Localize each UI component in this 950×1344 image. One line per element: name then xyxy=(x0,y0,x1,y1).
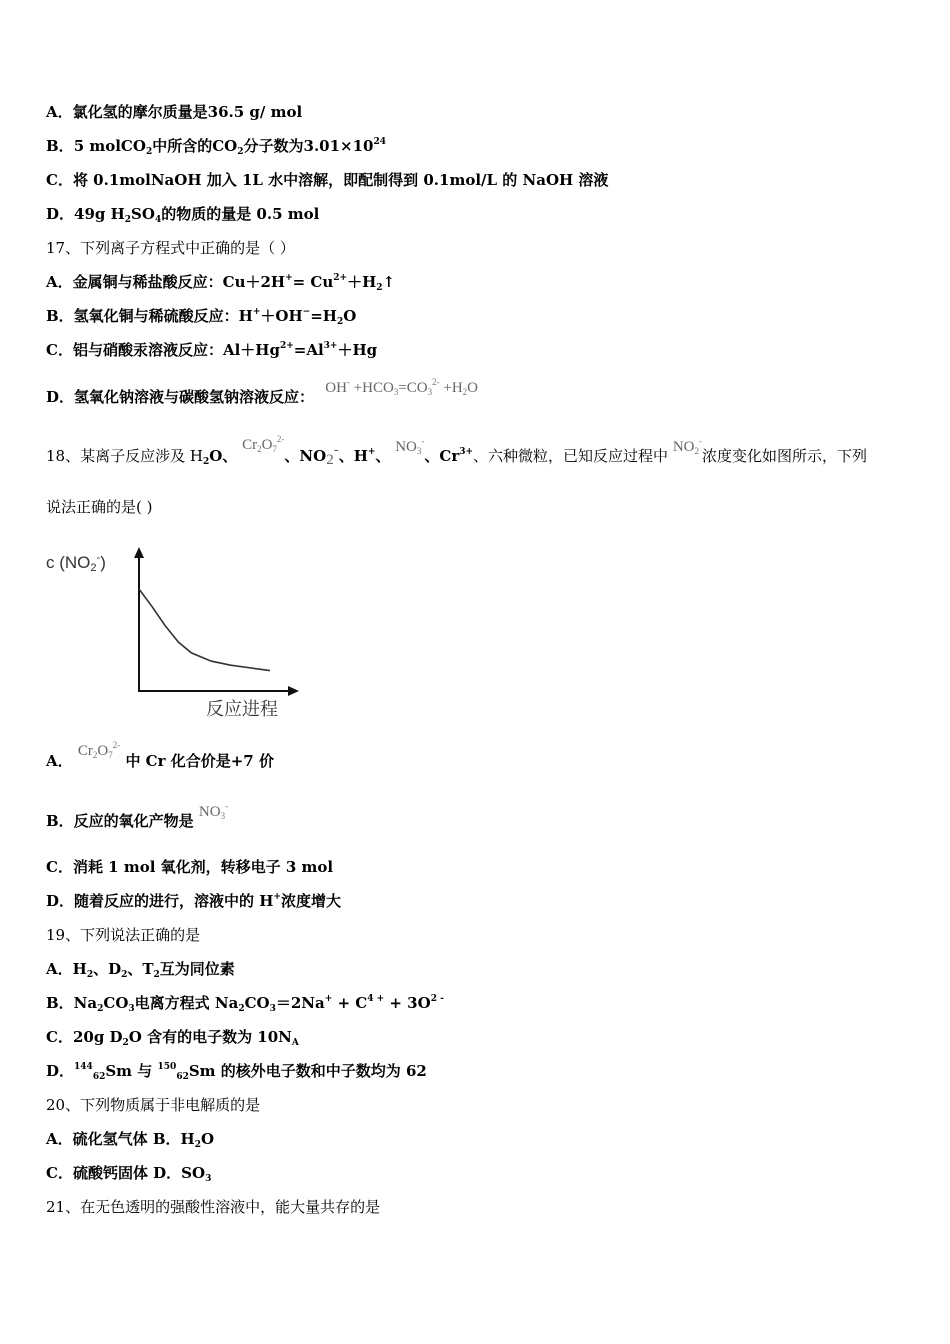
sub: A xyxy=(291,1038,299,1048)
q16-option-b xyxy=(46,136,386,156)
nitrate-formula xyxy=(395,436,425,456)
sub: 2 xyxy=(376,283,383,293)
q17-stem xyxy=(46,238,295,258)
q19-option-a xyxy=(46,959,235,979)
q19-b-text: CO xyxy=(244,994,270,1012)
sup: 2- xyxy=(432,377,440,387)
q19-option-d xyxy=(46,1061,427,1081)
q19-b-text: CO xyxy=(103,994,129,1012)
q19-option-b xyxy=(46,993,444,1013)
q18-option-d xyxy=(46,891,341,911)
sup: 2+ xyxy=(279,341,294,351)
q17-c-text: =Al xyxy=(293,341,324,359)
sup: + xyxy=(273,892,281,902)
sub: 3 xyxy=(427,387,433,397)
y-label-text: c (NO xyxy=(46,553,91,572)
arrow-up-icon: ↑ xyxy=(382,273,396,291)
sub: 3 xyxy=(416,446,422,456)
q17-b-text: O xyxy=(343,307,357,325)
dichromate-formula xyxy=(242,434,285,454)
sub: 2 xyxy=(238,1004,245,1014)
q16-d-text: SO xyxy=(131,205,155,223)
q17-option-a xyxy=(46,272,395,292)
q16-d-text: 的物质的量是 0.5 mol xyxy=(161,205,320,223)
q16-b-text: 3.01×10 xyxy=(303,137,374,155)
q18-stem-line1 xyxy=(46,434,868,468)
q18-stem-text: 18、某离子反应涉及 H xyxy=(46,447,203,465)
q19-d-label: D． xyxy=(46,1062,75,1080)
q16-option-a xyxy=(46,102,302,122)
q20-ab-text: O xyxy=(200,1130,215,1148)
q18-stem-line2 xyxy=(46,497,152,517)
q17-d-formula xyxy=(325,377,478,397)
q19-stem xyxy=(46,925,200,945)
q18-option-a xyxy=(46,740,274,772)
q17-a-text: A．金属铜与稀盐酸反应：Cu＋2H xyxy=(46,273,286,291)
q19-option-c xyxy=(46,1027,299,1047)
q18-d-text: D．随着反应的进行，溶液中的 H xyxy=(46,892,274,910)
q18-stem-text: O、 xyxy=(209,447,238,465)
q16-d-text: D．49g H xyxy=(46,205,125,223)
sup: - xyxy=(421,436,425,446)
sub: 2 xyxy=(121,970,128,980)
sup: 150 xyxy=(157,1062,177,1072)
q17-c-text: ＋Hg xyxy=(337,341,378,359)
q19-a-text: A．H xyxy=(46,960,87,978)
q18-a-label: A． xyxy=(46,752,73,770)
sub: 2 xyxy=(462,387,468,397)
q16-b-text: 5 molCO xyxy=(73,137,146,155)
y-axis-arrow-icon xyxy=(134,547,144,558)
q17-b-text: =H xyxy=(310,307,337,325)
sub: 62 xyxy=(92,1072,106,1082)
q17-b-text: B．氢氧化铜与稀硫酸反应：H xyxy=(46,307,253,325)
sup: + xyxy=(252,307,261,317)
nitrate-formula xyxy=(198,801,229,821)
sup: 24 xyxy=(373,137,387,147)
q20-cd-text: C．硫酸钙固体 D．SO xyxy=(46,1164,206,1182)
sup: 3+ xyxy=(323,341,338,351)
q20-ab-text: A．硫化氢气体 B．H xyxy=(46,1130,195,1148)
sub: 2 xyxy=(326,452,334,468)
q18-option-c xyxy=(46,857,333,877)
sup: 3+ xyxy=(459,447,474,457)
q18-stem-text: 、H xyxy=(338,447,368,465)
sub: 3 xyxy=(205,1174,212,1184)
sup: 2+ xyxy=(333,273,348,283)
sup: 144 xyxy=(74,1062,93,1072)
q16-a-value: 36.5 g/ mol xyxy=(207,103,303,121)
sub: 3 xyxy=(269,1004,276,1014)
sub: 2 xyxy=(153,970,160,980)
q17-option-c xyxy=(46,340,377,360)
q18-stem-text: 说法正确的是( ) xyxy=(46,498,153,516)
q19-b-text: ＝2Na xyxy=(275,994,325,1012)
sub: 3 xyxy=(393,387,399,397)
q16-b-label: B． xyxy=(46,137,74,155)
sub: 2 xyxy=(202,457,210,467)
q16-option-d xyxy=(46,204,319,224)
sup: - xyxy=(699,436,703,446)
sup: + xyxy=(367,447,376,457)
q19-c-text: C．20g D xyxy=(46,1028,123,1046)
q18-stem-text: 、 xyxy=(375,447,391,465)
q16-b-text: 分子数为 xyxy=(243,137,304,155)
sub: 2 xyxy=(145,147,153,157)
q18-b-text: B．反应的氧化产物是 xyxy=(46,812,194,830)
q18-stem-text: 、六种微粒，已知反应过程中 xyxy=(473,447,669,465)
sub: 3 xyxy=(220,811,226,821)
sup: + xyxy=(324,994,333,1004)
formula-part: NO xyxy=(198,804,221,820)
dichromate-formula xyxy=(77,740,121,760)
q17-option-b xyxy=(46,306,356,326)
sup: - xyxy=(333,442,339,458)
sup: - xyxy=(346,377,350,387)
q17-b-text: ＋OH xyxy=(260,307,303,325)
q19-d-text: Sm 的核外电子数和中子数均为 62 xyxy=(188,1062,427,1080)
q19-a-text: 互为同位素 xyxy=(159,960,235,978)
q17-a-text: = Cu xyxy=(292,273,334,291)
q18-d-text: 浓度增大 xyxy=(280,892,341,910)
q20-options-cd xyxy=(46,1163,211,1183)
q17-a-text: ＋H xyxy=(347,273,377,291)
chart-x-label: 反应进程 xyxy=(206,699,278,720)
q19-d-text: Sm 与 xyxy=(105,1062,153,1080)
chart-y-label: c $(NO_2^-)$ xyxy=(46,552,106,574)
q18-stem-text: 、NO xyxy=(284,447,327,465)
q19-b-text: + C xyxy=(332,994,368,1012)
q18-option-b xyxy=(46,801,229,832)
q18-stem-text: 浓度变化如图所示，下列 xyxy=(702,447,868,465)
sub: 2 xyxy=(86,970,94,980)
q20-stem xyxy=(46,1095,260,1115)
q16-b-text: 中所含的 xyxy=(152,137,213,155)
q21-stem-text: 21、在无色透明的强酸性溶液中，能大量共存的是 xyxy=(46,1198,381,1216)
formula-part: =CO xyxy=(398,380,428,396)
series-line xyxy=(139,589,270,671)
q20-stem-text: 20、下列物质属于非电解质的是 xyxy=(46,1096,261,1114)
sub: 2 xyxy=(336,317,344,327)
sub: 2 xyxy=(90,562,97,574)
formula-part: O xyxy=(97,743,109,759)
sub: 2 xyxy=(122,1038,129,1048)
q16-option-c xyxy=(46,170,608,190)
sup: 2- xyxy=(276,434,285,444)
formula-part: NO xyxy=(672,439,695,455)
sub: 2 xyxy=(694,446,700,456)
q19-a-text: 、D xyxy=(93,960,122,978)
q16-b-text: CO xyxy=(212,137,238,155)
q19-b-text: B．Na xyxy=(46,994,98,1012)
sub: 2 xyxy=(257,444,262,454)
formula-part: Cr xyxy=(242,437,258,453)
sub: 7 xyxy=(272,444,277,454)
sub: 4 xyxy=(154,215,162,225)
q16-c-text: C．将 0.1molNaOH 加入 1L 水中溶解，即配制得到 0.1mol/L 的 NaOH 溶液 xyxy=(46,171,609,189)
formula-part: NO xyxy=(395,439,417,455)
sup: - xyxy=(225,801,229,811)
formula-part: OH xyxy=(325,380,347,396)
formula-part: O xyxy=(467,380,478,396)
sub: 2 xyxy=(124,215,132,225)
sup: - xyxy=(96,552,101,564)
q19-b-text: + 3O xyxy=(384,994,431,1012)
sub: 2 xyxy=(194,1140,201,1150)
sub: 2 xyxy=(97,1004,104,1014)
q17-c-text: C．铝与硝酸汞溶液反应：Al＋Hg xyxy=(46,341,280,359)
q17-option-d xyxy=(46,377,478,408)
formula-part: Cr xyxy=(77,743,93,759)
q17-stem-text: 17、下列离子方程式中正确的是（ ） xyxy=(46,239,295,257)
q16-a-text: A．氯化氢的摩尔质量是 xyxy=(46,103,208,121)
formula-part: +HCO xyxy=(353,380,394,396)
sup: 4 + xyxy=(367,994,385,1004)
q18-stem-text: 、Cr xyxy=(424,447,460,465)
sub: 62 xyxy=(176,1072,189,1082)
x-axis-arrow-icon xyxy=(288,686,299,696)
sub: 7 xyxy=(108,750,113,760)
q21-stem xyxy=(46,1197,380,1217)
sup: − xyxy=(302,307,311,317)
sub: 2 xyxy=(237,147,244,157)
sub: 3 xyxy=(128,1004,135,1014)
concentration-chart xyxy=(46,545,306,725)
q17-d-text: D．氢氧化钠溶液与碳酸氢钠溶液反应： xyxy=(46,388,315,406)
formula-part: O xyxy=(261,437,273,453)
q19-b-text: 电离方程式 Na xyxy=(134,994,239,1012)
q19-a-text: 、T xyxy=(127,960,154,978)
sup: 2- xyxy=(112,740,121,750)
q19-c-text: O 含有的电子数为 10N xyxy=(128,1028,292,1046)
sup: 2 - xyxy=(430,994,444,1004)
nitrite-formula xyxy=(672,436,703,456)
formula-part: +H xyxy=(443,380,463,396)
q18-c-text: C．消耗 1 mol 氧化剂，转移电子 3 mol xyxy=(46,858,334,876)
q19-stem-text: 19、下列说法正确的是 xyxy=(46,926,201,944)
sub: 2 xyxy=(92,750,98,760)
q20-options-ab xyxy=(46,1129,214,1149)
q18-a-text: 中 Cr 化合价是+7 价 xyxy=(125,752,274,770)
sup: + xyxy=(285,273,293,283)
